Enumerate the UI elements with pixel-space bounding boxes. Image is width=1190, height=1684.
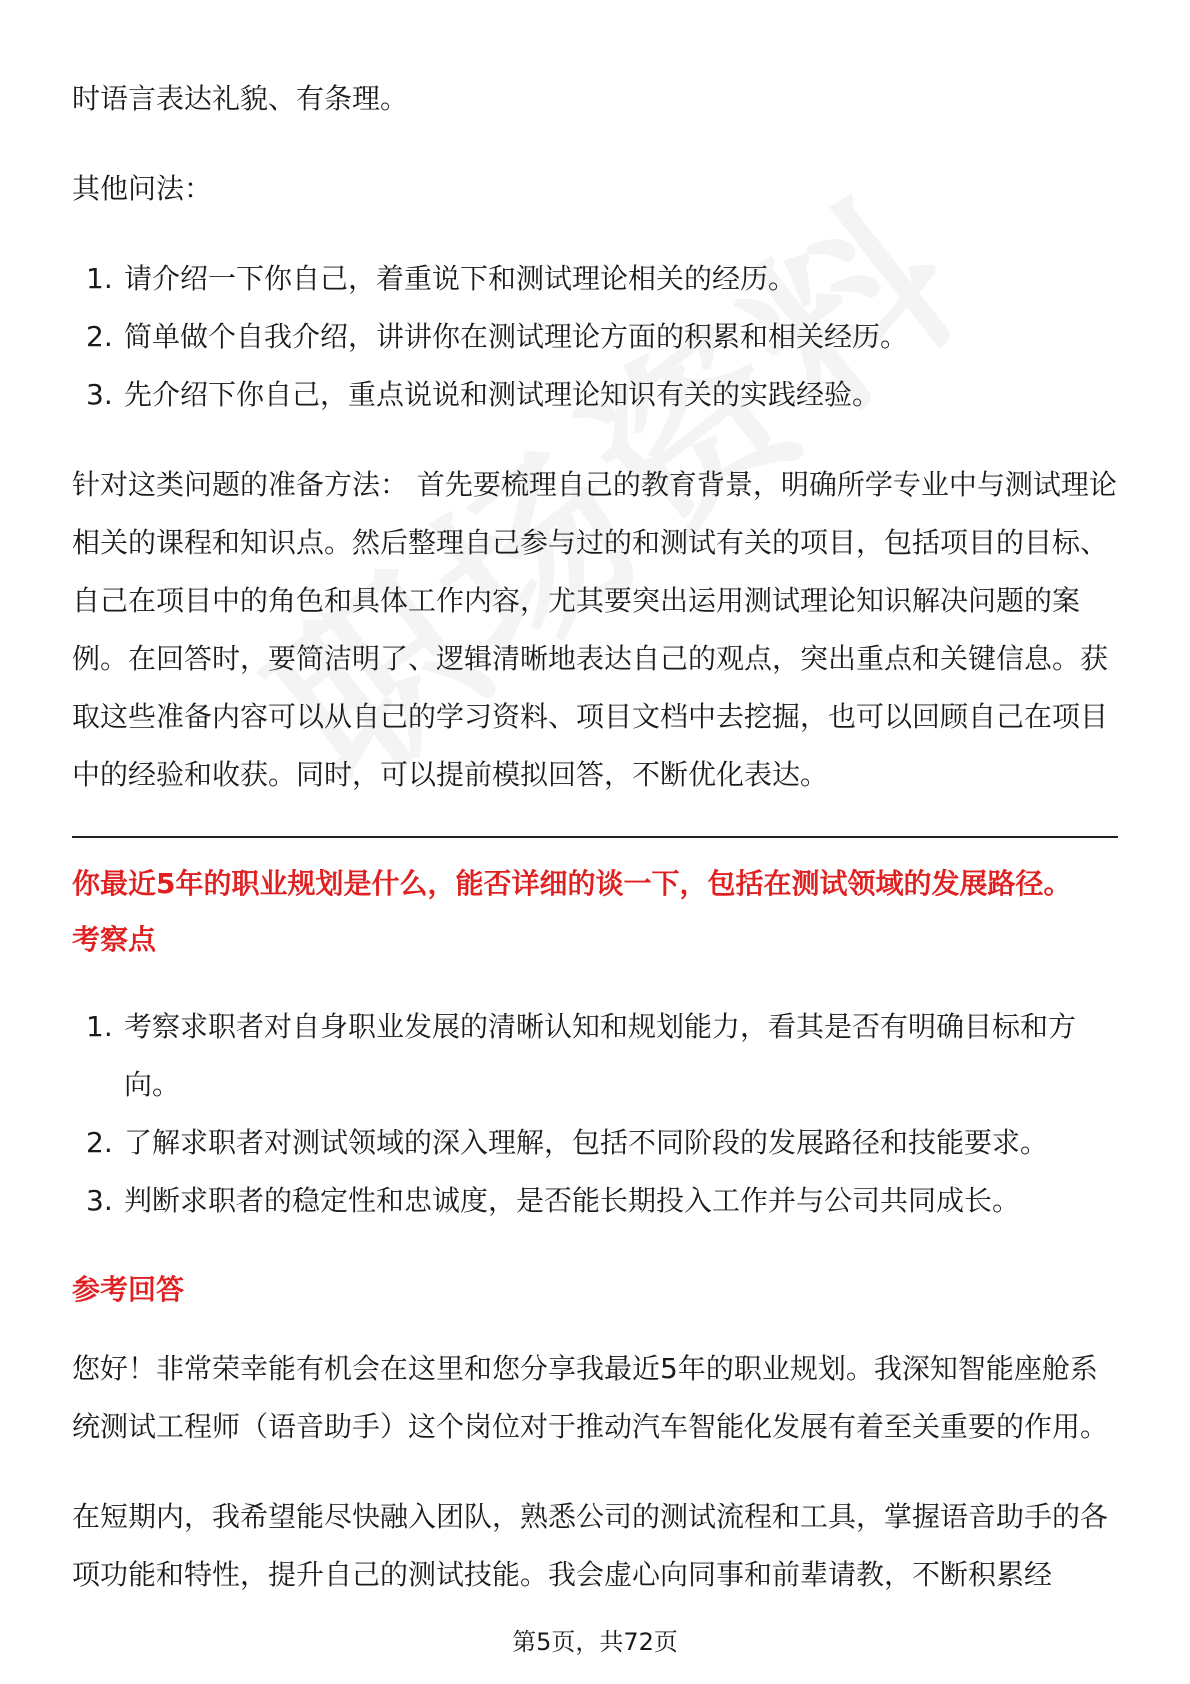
list-item: 1. 请介绍一下你自己，着重说下和测试理论相关的经历。 bbox=[86, 262, 797, 295]
prep-method-paragraph: 针对这类问题的准备方法： 首先要梳理自己的教育背景，明确所学专业中与测试理论相关的课程和知识点。然后整理自己参与过的和测试有关的项目，包括项目的目标、自己在项目中的角色和具体工作内容，尤其要突出运用测试理论知识解决问题的案例。在回答时，要简洁明了、逻辑清晰地表达自己的观点，突出重点和关键信息。获取这些准备内容可以从自己的学习资料、项目文档中去挖掘，也可以回顾自己在项目中的经验和收获。同时，可以提前模拟回答，不断优化表达。 bbox=[72, 468, 1117, 791]
question-heading: 你最近5年的职业规划是什么，能否详细的谈一下，包括在测试领域的发展路径。 bbox=[72, 867, 1072, 900]
focus-heading: 考察点 bbox=[72, 923, 157, 956]
page-content bbox=[72, 70, 1118, 1636]
continuation-text: 时语言表达礼貌、有条理。 bbox=[72, 82, 409, 115]
list-item: 3. 判断求职者的稳定性和忠诚度，是否能长期投入工作并与公司共同成长。 bbox=[86, 1184, 1021, 1217]
page-number: 第5页，共72页 bbox=[512, 1628, 678, 1656]
section-divider bbox=[72, 836, 1118, 838]
answer-paragraph: 您好！非常荣幸能有机会在这里和您分享我最近5年的职业规划。我深知智能座舱系统测试工程师（语音助手）这个岗位对于推动汽车智能化发展有着至关重要的作用。 bbox=[72, 1352, 1109, 1443]
list-item: 2. 简单做个自我介绍，讲讲你在测试理论方面的积累和相关经历。 bbox=[86, 320, 909, 353]
answer-paragraph: 在短期内，我希望能尽快融入团队，熟悉公司的测试流程和工具，掌握语音助手的各项功能和特性，提升自己的测试技能。我会虚心向同事和前辈请教，不断积累经 bbox=[72, 1500, 1109, 1591]
answer-heading: 参考回答 bbox=[72, 1273, 185, 1306]
list-item: 1. 考察求职者对自身职业发展的清晰认知和规划能力，看其是否有明确目标和方向。 bbox=[86, 1010, 1077, 1101]
other-questions-label: 其他问法： bbox=[72, 172, 213, 205]
list-item: 2. 了解求职者对测试领域的深入理解，包括不同阶段的发展路径和技能要求。 bbox=[86, 1126, 1049, 1159]
other-questions-list bbox=[72, 250, 1118, 424]
list-item: 3. 先介绍下你自己，重点说说和测试理论知识有关的实践经验。 bbox=[86, 378, 881, 411]
focus-points-list bbox=[72, 998, 1118, 1230]
